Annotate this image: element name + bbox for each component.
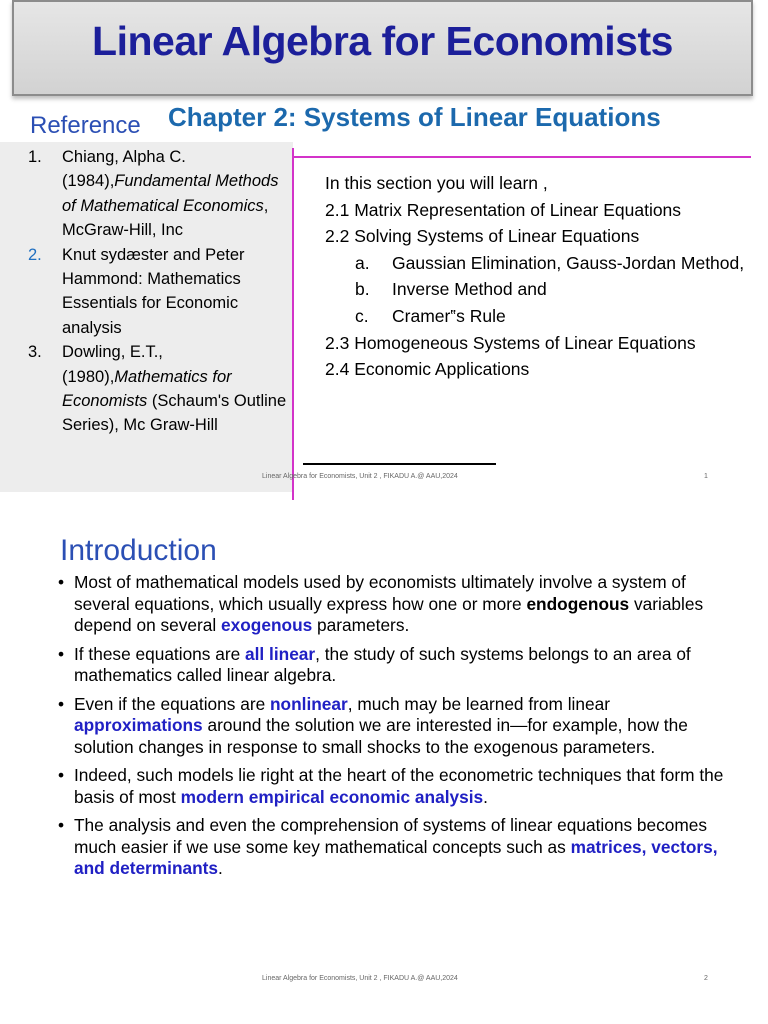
reference-book-title: Fundamental Methods of Mathematical Economics (62, 172, 279, 215)
bullet-marker: • (58, 693, 65, 714)
bullet-item (58, 815, 738, 880)
bold-term: endogenous (526, 593, 630, 614)
bullet-text: variables depend on several (74, 593, 704, 635)
subitem-text: Inverse Method and (392, 279, 547, 300)
subitem-letter: c. (355, 305, 369, 326)
reference-item (28, 145, 290, 243)
bullet-marker: • (58, 572, 65, 592)
bullet-item (58, 765, 738, 808)
highlight-term: modern empirical economic analysis (180, 786, 484, 807)
bullet-list (58, 572, 738, 887)
slide-footer: Linear Algebra for Economists, Unit 2 , FIKADU A.@ AAU,2024 (262, 473, 458, 480)
learning-subitem (325, 250, 765, 277)
bullet-text: Indeed, such models lie right at the heart of the econometric techniques that form the basis of most (74, 765, 724, 807)
introduction-heading: Introduction (60, 534, 217, 567)
subitem-text: Cramer‟s Rule (392, 305, 506, 326)
bullet-item (58, 572, 738, 637)
divider-horizontal (293, 156, 751, 158)
highlight-term: nonlinear (269, 693, 348, 714)
bullet-marker: • (58, 815, 65, 835)
page-number: 1 (704, 473, 708, 480)
divider-vertical (292, 148, 294, 500)
reference-text: (Schaum's Outline Series), Mc Graw-Hill (62, 392, 287, 435)
reference-heading: Reference (30, 112, 141, 139)
page-number: 2 (704, 975, 708, 982)
subitem-letter: a. (355, 252, 370, 273)
learning-intro: In this section you will learn , (325, 173, 548, 193)
learning-item: 2.1 Matrix Representation of Linear Equations (325, 199, 682, 220)
learning-item: 2.4 Economic Applications (325, 359, 530, 380)
learning-subitem (325, 276, 765, 303)
slide-title: Linear Algebra for Economists (92, 18, 673, 64)
bullet-item (58, 694, 738, 759)
learning-item: 2.3 Homogeneous Systems of Linear Equations (325, 332, 696, 353)
learning-item: 2.2 Solving Systems of Linear Equations (325, 226, 640, 247)
slide-footer: Linear Algebra for Economists, Unit 2 , FIKADU A.@ AAU,2024 (262, 975, 458, 982)
highlight-term: all linear (245, 643, 316, 664)
bullet-marker: • (58, 643, 65, 664)
highlight-term: matrices, vectors, and determinants (74, 836, 718, 878)
learning-outline (325, 170, 765, 383)
bullet-text: . (218, 858, 223, 878)
bullet-text: , the study of such systems belongs to an area of mathematics called linear algebra. (74, 643, 691, 685)
bullet-text: . (483, 786, 488, 807)
reference-book-title: Mathematics for Economists (62, 367, 232, 411)
reference-text: Dowling, E.T., (1980), (62, 343, 163, 386)
reference-text: Chiang, Alpha C.(1984), (62, 148, 186, 191)
reference-item (28, 243, 290, 341)
reference-text: , McGraw-Hill, Inc (62, 196, 269, 240)
bullet-text: , much may be learned from linear (347, 693, 610, 714)
title-banner (12, 0, 753, 96)
bullet-text: parameters. (312, 615, 410, 635)
bullet-text: The analysis and even the comprehension of systems of linear equations becomes much easier if we use some key mathematical concepts such as (74, 815, 708, 857)
reference-list (28, 145, 290, 438)
highlight-term: exogenous (221, 615, 313, 635)
learning-subitem (325, 303, 765, 330)
subitem-letter: b. (355, 279, 370, 300)
highlight-term: approximations (74, 715, 203, 735)
bullet-text: around the solution we are interested in—for example, how the solution changes in response to small shocks to the exogenous parameters. (74, 715, 688, 757)
reference-item (28, 340, 290, 438)
subitem-text: Gaussian Elimination, Gauss-Jordan Method, (392, 252, 745, 273)
chapter-title: Chapter 2: Systems of Linear Equations (168, 102, 661, 132)
reference-text: Knut sydæster and Peter Hammond: Mathematics Essentials for Economic analysis (62, 245, 245, 337)
bullet-item (58, 644, 738, 687)
bullet-marker: • (58, 765, 65, 785)
bullet-text: Most of mathematical models used by economists ultimately involve a system of several equations, which usually express how one or more (74, 572, 686, 614)
bullet-text: If these equations are (74, 643, 246, 664)
reference-number: 1. (28, 148, 42, 166)
separator-line (303, 463, 496, 465)
reference-number: 2. (28, 245, 42, 264)
reference-number: 3. (28, 343, 42, 362)
bullet-text: Even if the equations are (74, 693, 270, 714)
